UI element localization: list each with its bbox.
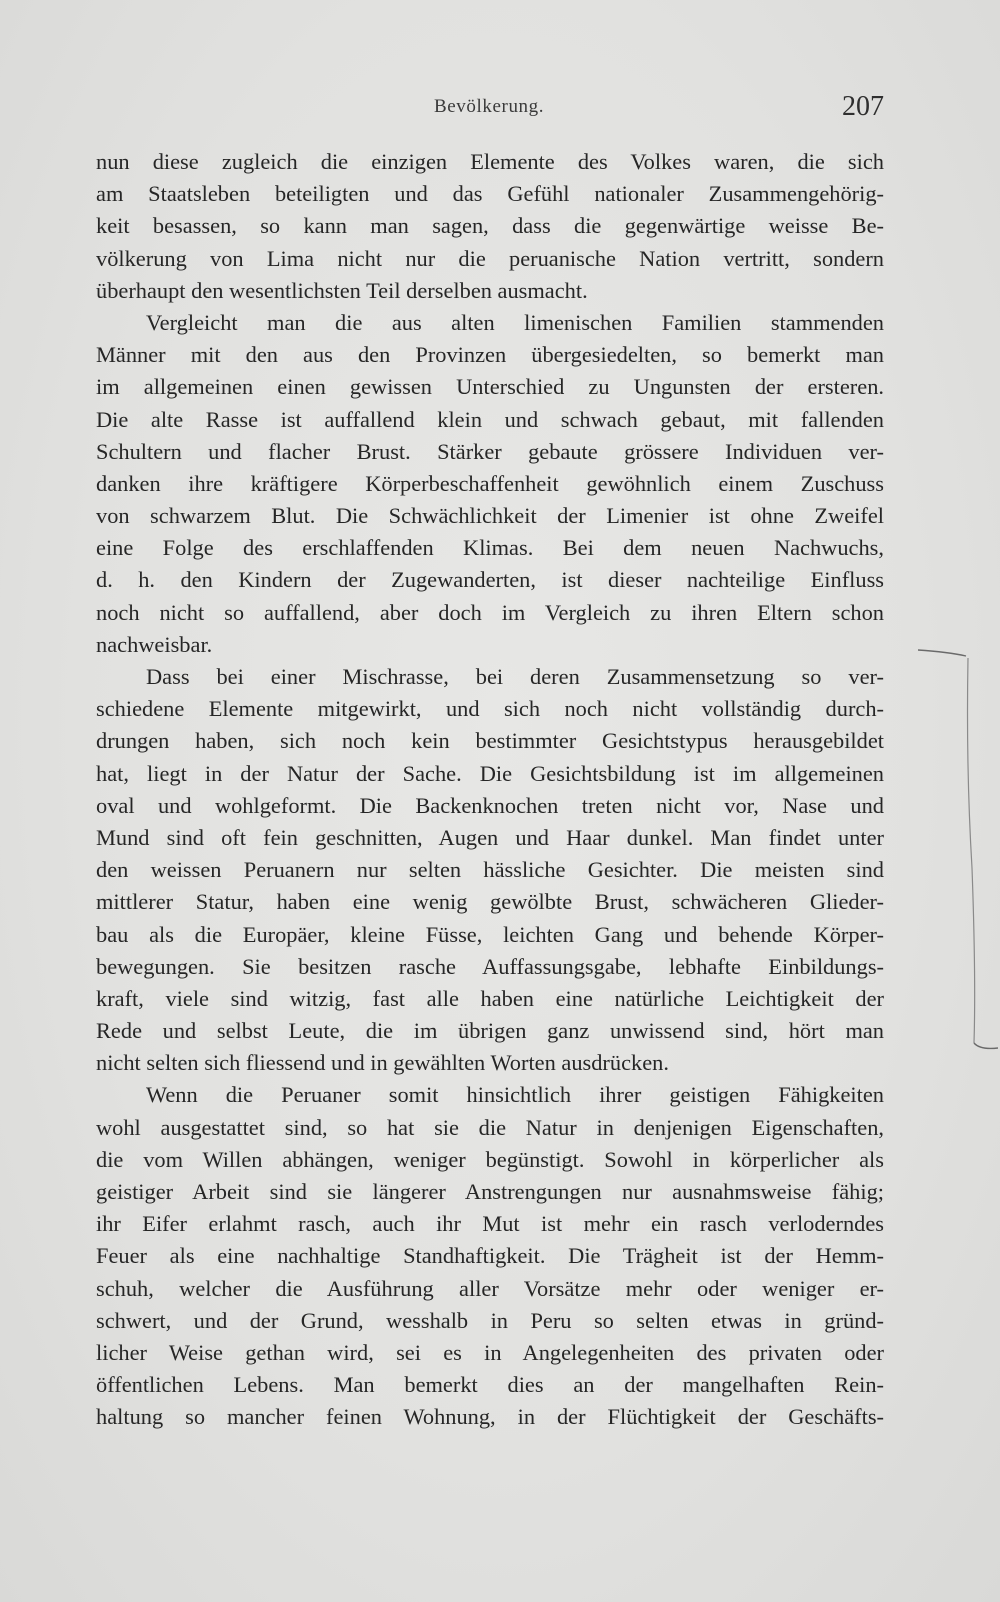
margin-bracket-mark [918,648,998,1078]
text-line: oval und wohlgeformt. Die Backenknochen treten nicht vor, Nase und [96,792,884,818]
text-line: Die alte Rasse ist auffallend klein und schwach gebaut, mit fallenden [96,406,884,432]
text-line: bau als die Europäer, kleine Füsse, leichten Gang und behende Körper- [96,921,884,947]
text-line: Schultern und flacher Brust. Stärker gebaute grössere Individuen ver- [96,438,884,464]
text-line: wohl ausgestattet sind, so hat sie die Natur in denjenigen Eigenschaften, [96,1114,884,1140]
text-line: keit besassen, so kann man sagen, dass die gegenwärtige weisse Be- [96,213,884,239]
text-line: die vom Willen abhängen, weniger begünstigt. Sowohl in körperlicher als [96,1146,884,1172]
running-head: Bevölkerung. [434,96,545,117]
text-line: licher Weise gethan wird, sei es in Angelegenheiten des privaten oder [96,1339,884,1365]
text-line: Feuer als eine nachhaltige Standhaftigkeit. Die Trägheit ist der Hemm- [96,1243,884,1269]
text-line: schwert, und der Grund, wesshalb in Peru so selten etwas in gründ- [96,1307,884,1333]
text-line: Rede und selbst Leute, die im übrigen ganz unwissend sind, hört man [96,1018,884,1044]
text-line: nun diese zugleich die einzigen Elemente des Volkes waren, die sich [96,149,884,174]
text-line: nachweisbar. [96,631,213,657]
text-line: völkerung von Lima nicht nur die peruanische Nation vertritt, sondern [96,245,884,271]
text-line: hat, liegt in der Natur der Sache. Die Gesichtsbildung ist im allgemeinen [96,760,884,786]
text-line: mittlerer Statur, haben eine wenig gewölbte Brust, schwächeren Glieder- [96,889,884,915]
text-line: nicht selten sich fliessend und in gewählten Worten ausdrücken. [96,1050,669,1076]
text-line: danken ihre kräftigere Körperbeschaffenheit gewöhnlich einem Zuschuss [96,470,884,496]
text-line: noch nicht so auffallend, aber doch im Vergleich zu ihren Eltern schon [96,599,884,625]
text-line: d. h. den Kindern der Zugewanderten, ist dieser nachteilige Einfluss [96,567,884,593]
text-line: Wenn die Peruaner somit hinsichtlich ihrer geistigen Fähigkeiten [146,1082,884,1108]
text-line: haltung so mancher feinen Wohnung, in der Flüchtigkeit der Geschäfts- [96,1404,884,1430]
page-header [96,93,884,129]
body-text [96,146,884,1434]
text-line: Dass bei einer Mischrasse, bei deren Zusammensetzung so ver- [146,664,884,689]
text-line: im allgemeinen einen gewissen Unterschied zu Ungunsten der ersteren. [96,374,884,400]
text-line: bewegungen. Sie besitzen rasche Auffassungsgabe, lebhafte Einbildungs- [96,953,884,979]
text-line: drungen haben, sich noch kein bestimmter Gesichtstypus herausgebildet [96,728,884,754]
text-line: ihr Eifer erlahmt rasch, auch ihr Mut ist mehr ein rasch verloderndes [96,1211,884,1237]
text-line: Mund sind oft fein geschnitten, Augen und Haar dunkel. Man findet unter [96,824,884,850]
text-line: öffentlichen Lebens. Man bemerkt dies an der mangelhaften Rein- [96,1372,884,1398]
text-line: geistiger Arbeit sind sie längerer Anstrengungen nur ausnahmsweise fähig; [96,1179,884,1204]
text-line: Männer mit den aus den Provinzen übergesiedelten, so bemerkt man [96,342,884,368]
text-line: am Staatsleben beteiligten und das Gefühl nationaler Zusammengehörig- [96,181,884,207]
text-line: überhaupt den wesentlichsten Teil derselben ausmacht. [96,277,588,303]
text-line: Vergleicht man die aus alten limenischen Familien stammenden [146,309,884,335]
text-line: den weissen Peruanern nur selten hässliche Gesichter. Die meisten sind [96,857,884,883]
text-line: schiedene Elemente mitgewirkt, und sich noch nicht vollständig durch- [96,696,884,722]
text-line: eine Folge des erschlaffenden Klimas. Bei dem neuen Nachwuchs, [96,535,884,561]
text-line: von schwarzem Blut. Die Schwächlichkeit der Limenier ist ohne Zweifel [96,503,884,529]
text-line: kraft, viele sind witzig, fast alle haben eine natürliche Leichtigkeit der [96,985,884,1011]
text-line: schuh, welcher die Ausführung aller Vorsätze mehr oder weniger er- [96,1275,884,1301]
page-number: 207 [842,91,884,122]
